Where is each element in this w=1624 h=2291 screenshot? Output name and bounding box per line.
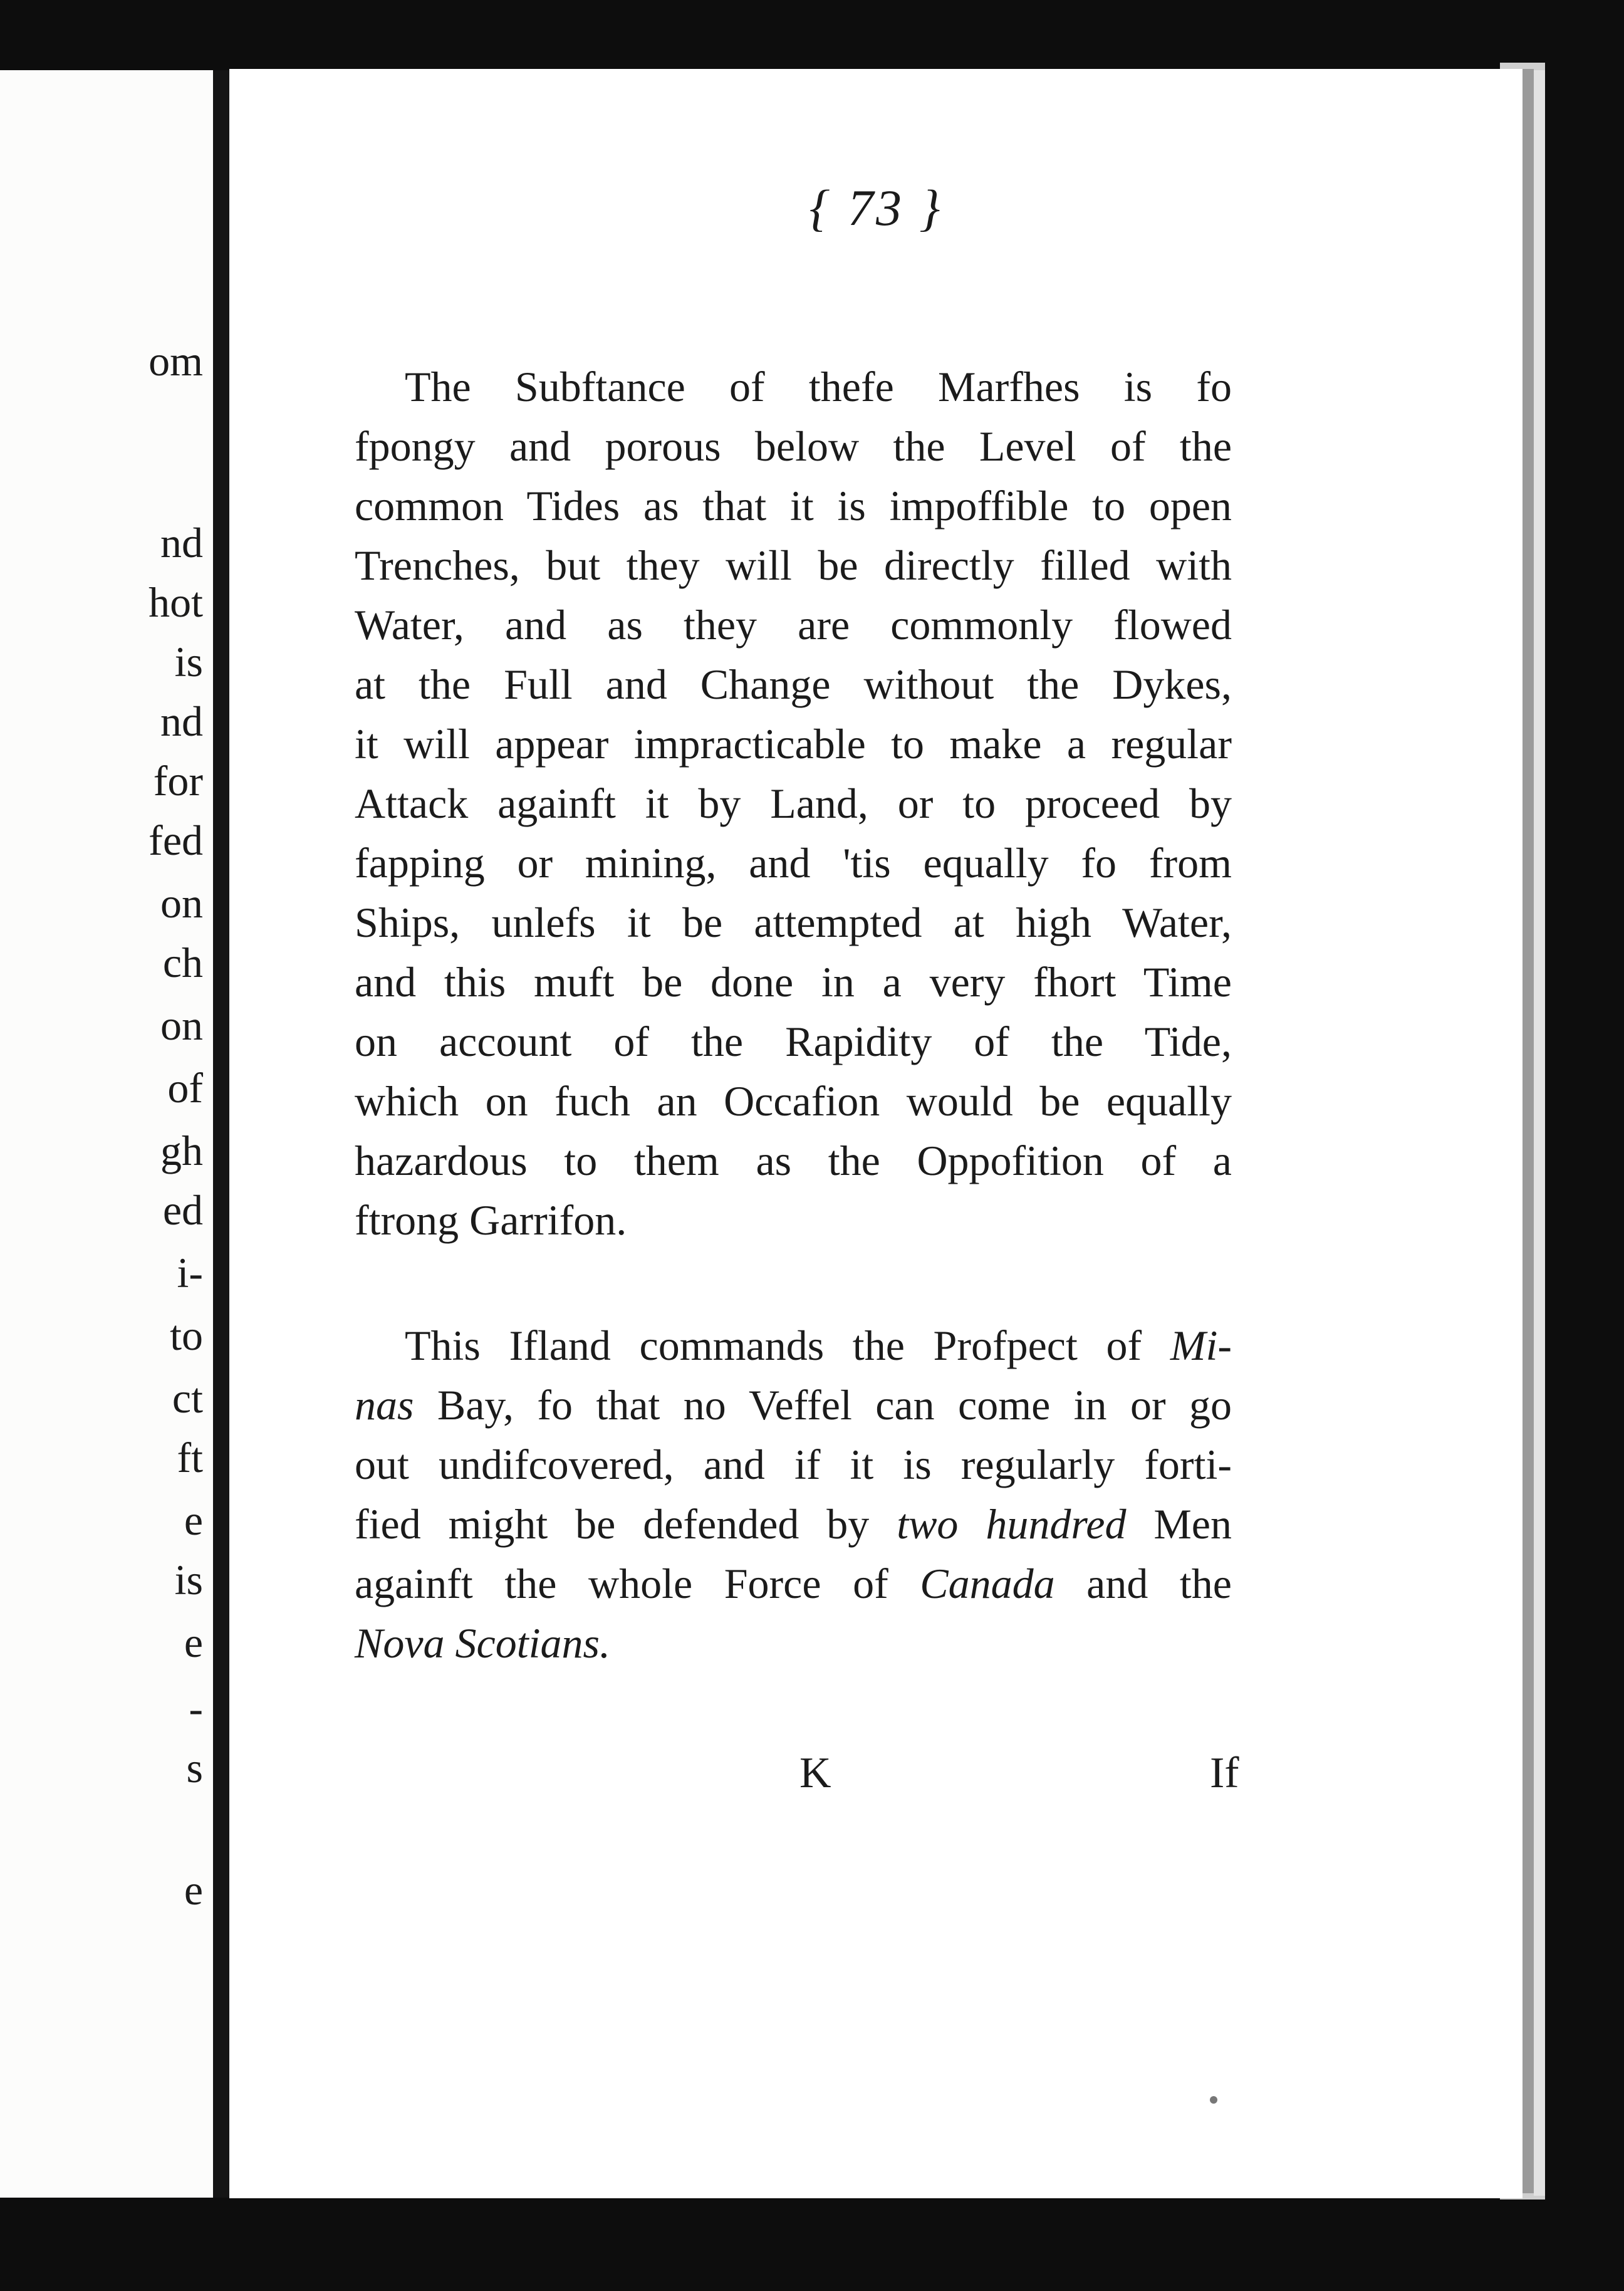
catchword: If [1210, 1749, 1239, 1797]
left-page-fragment: of [167, 1064, 203, 1112]
text-line: nas Bay, fo that no Veffel can come in or go [355, 1381, 1232, 1429]
left-page-fragment: hot [148, 578, 203, 626]
left-page [0, 70, 219, 2198]
text-line: at the Full and Change without the Dykes, [355, 660, 1232, 708]
left-page-fragment: ed [162, 1186, 203, 1234]
text-line: Nova Scotians. [355, 1619, 610, 1667]
left-page-fragment: e [184, 1619, 203, 1666]
left-page-fragment: on [160, 1001, 203, 1049]
text-line: hazardous to them as the Oppofition of a [355, 1137, 1232, 1184]
left-page-fragment: s [186, 1744, 203, 1792]
book-gutter [213, 70, 229, 2198]
text-line: out undifcovered, and if it is regularly forti- [355, 1441, 1232, 1488]
paragraph-1 [355, 357, 1232, 1250]
text-line: This Ifland commands the Profpect of Mi- [405, 1322, 1232, 1369]
left-page-fragment: nd [160, 697, 203, 745]
text-line: Water, and as they are commonly flowed [355, 601, 1232, 649]
text-line: it will appear impracticable to make a regular [355, 720, 1232, 768]
left-page-fragment: e [184, 1866, 203, 1914]
text-line: Attack againft it by Land, or to proceed by [355, 780, 1232, 827]
text-line: againft the whole Force of Canada and the [355, 1560, 1232, 1607]
text-line: Trenches, but they will be directly filled with [355, 541, 1232, 589]
left-page-fragment: is [174, 1556, 203, 1604]
text-line: fied might be defended by two hundred Men [355, 1500, 1232, 1548]
left-page-fragment: ft [177, 1434, 203, 1481]
text-line: fpongy and porous below the Level of the [355, 422, 1232, 470]
left-page-fragment: on [160, 879, 203, 927]
left-page-fragment: e [184, 1496, 203, 1544]
left-page-fragment: - [189, 1684, 203, 1732]
left-page-fragment: is [174, 638, 203, 686]
page-edge-shadow [1522, 69, 1534, 2193]
left-page-fragment: ch [162, 939, 203, 986]
left-page-fragment: i- [177, 1249, 203, 1297]
left-page-fragment: nd [160, 519, 203, 566]
text-line: which on fuch an Occafion would be equally [355, 1077, 1232, 1125]
signature-mark: K [799, 1749, 831, 1797]
text-line: common Tides as that it is impoffible to open [355, 482, 1232, 530]
text-line: on account of the Rapidity of the Tide, [355, 1018, 1232, 1065]
left-page-fragment: ct [172, 1374, 203, 1422]
right-page [229, 69, 1522, 2198]
paragraph-2 [355, 1316, 1232, 1673]
left-page-fragment: to [170, 1312, 203, 1359]
page-number: { 73 } [809, 179, 943, 236]
left-page-fragment: fed [148, 817, 203, 864]
left-page-fragment: for [153, 757, 203, 805]
left-page-fragment: om [148, 337, 203, 385]
ink-speck [1210, 2096, 1217, 2104]
text-line: and this muft be done in a very fhort Time [355, 958, 1232, 1006]
text-line: fapping or mining, and 'tis equally fo from [355, 839, 1232, 887]
page-edge-highlight [1534, 70, 1545, 2196]
left-page-fragment: gh [160, 1127, 203, 1174]
text-line: Ships, unlefs it be attempted at high Water, [355, 899, 1232, 946]
text-line: The Subftance of thefe Marfhes is fo [405, 363, 1232, 410]
text-line: ftrong Garrifon. [355, 1196, 627, 1244]
